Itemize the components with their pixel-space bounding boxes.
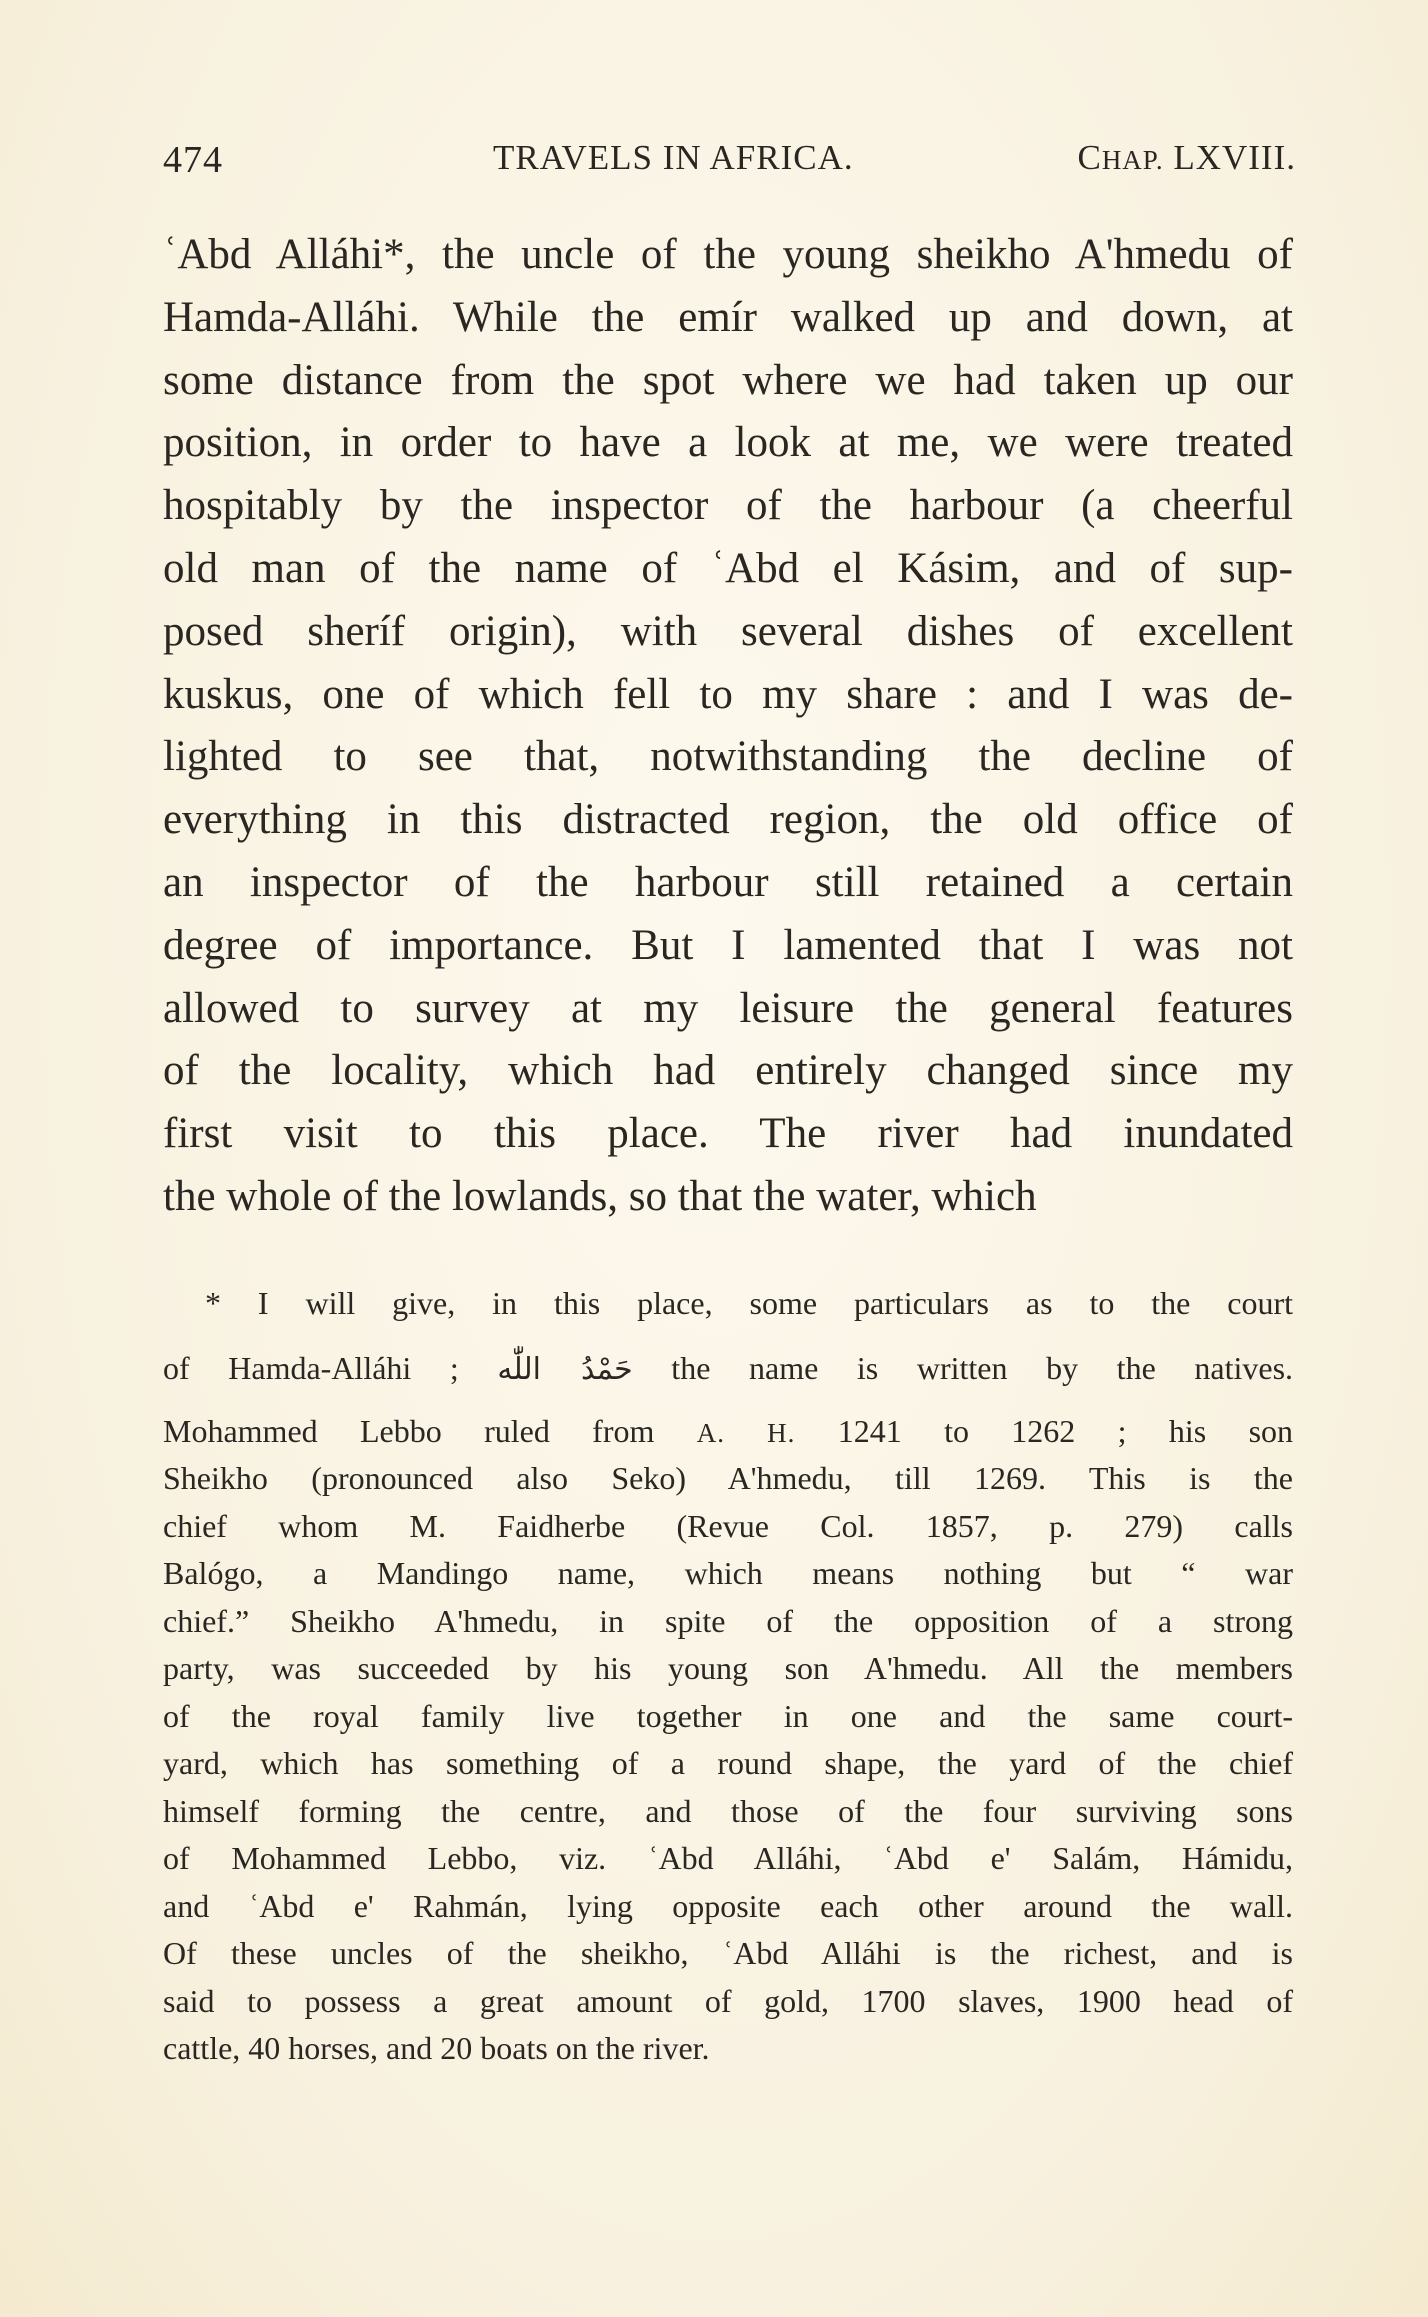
chapter-prefix-rest: HAP. xyxy=(1101,145,1164,175)
body-line: the whole of the lowlands, so that the water, which xyxy=(163,1172,1037,1220)
footnote-line: chief.” Sheikho A'hmedu, in spite of the opposition of a strong xyxy=(163,1602,1293,1639)
footnote-text: Mohammed Lebbo ruled from xyxy=(163,1412,655,1449)
footnote-line: * I will give, in this place, some particulars as to the court xyxy=(205,1285,1293,1321)
chapter-number: LXVIII. xyxy=(1173,138,1296,177)
main-text xyxy=(163,224,1293,1229)
body-line: some distance from the spot where we had taken up our xyxy=(163,356,1293,404)
body-line: allowed to survey at my leisure the general features xyxy=(163,984,1293,1032)
chapter-label xyxy=(1077,138,1296,178)
body-line: position, in order to have a look at me, we were treated xyxy=(163,419,1293,467)
body-line: of the locality, which had entirely changed since my xyxy=(163,1047,1293,1095)
body-line: posed sheríf origin), with several dishes of excellent xyxy=(163,607,1293,655)
footnote-line: cattle, 40 horses, and 20 boats on the river. xyxy=(163,2030,710,2066)
footnote-line: of Mohammed Lebbo, viz. ʿAbd Alláhi, ʿAbd e' Salám, Hámidu, xyxy=(163,1840,1293,1876)
page-number: 474 xyxy=(163,139,223,181)
body-line: an inspector of the harbour still retained a certain xyxy=(163,858,1293,906)
footnote-text: 1241 to 1262 ; his son xyxy=(837,1412,1294,1449)
footnote xyxy=(163,1280,1293,2073)
footnote-line: Sheikho (pronounced also Seko) A'hmedu, till 1269. This is the xyxy=(163,1460,1293,1496)
running-header xyxy=(163,138,1296,198)
running-title: TRAVELS IN AFRICA. xyxy=(493,138,854,177)
body-line: old man of the name of ʿAbd el Kásim, and of sup- xyxy=(163,544,1293,592)
body-line: ʿAbd Alláhi*, the uncle of the young sheikho A'hmedu of xyxy=(163,231,1293,278)
body-line: everything in this distracted region, the old office of xyxy=(163,796,1293,844)
footnote-line: of the royal family live together in one and the same court- xyxy=(163,1697,1293,1734)
footnote-line: yard, which has something of a round shape, the yard of the chief xyxy=(163,1745,1293,1781)
footnote-line: chief whom M. Faidherbe (Revue Col. 1857, p. 279) calls xyxy=(163,1507,1293,1544)
body-line: degree of importance. But I lamented that I was not xyxy=(163,921,1293,969)
footnote-line: Balógo, a Mandingo name, which means nothing but “ war xyxy=(163,1555,1293,1591)
footnote-line: said to possess a great amount of gold, 1700 slaves, 1900 head of xyxy=(163,1982,1293,2019)
body-line: kuskus, one of which fell to my share : and I was de- xyxy=(163,670,1293,718)
footnote-line: himself forming the centre, and those of the four surviving sons xyxy=(163,1792,1293,1829)
body-line: lighted to see that, notwithstanding the decline of xyxy=(163,733,1293,781)
footnote-line xyxy=(163,1408,1293,1456)
body-line: first visit to this place. The river had inundated xyxy=(163,1110,1293,1158)
footnote-text: the name is written by the natives. xyxy=(671,1349,1294,1386)
footnote-line xyxy=(163,1328,1293,1408)
body-line: Hamda-Alláhi. While the emír walked up and down, at xyxy=(163,293,1293,341)
footnote-line: Of these uncles of the sheikho, ʿAbd Alláhi is the richest, and is xyxy=(163,1935,1293,1971)
footnote-text: of Hamda-Alláhi ; xyxy=(163,1349,459,1386)
chapter-prefix-initial: C xyxy=(1077,138,1102,177)
footnote-line: and ʿAbd e' Rahmán, lying opposite each other around the wall. xyxy=(163,1887,1293,1924)
arabic-place-name: حَمْدُ اللّٰه xyxy=(497,1351,633,1387)
body-line: hospitably by the inspector of the harbour (a cheerful xyxy=(163,482,1293,530)
era-abbreviation: A. H. xyxy=(696,1417,796,1448)
footnote-line: party, was succeeded by his young son A'hmedu. All the members xyxy=(163,1650,1293,1686)
